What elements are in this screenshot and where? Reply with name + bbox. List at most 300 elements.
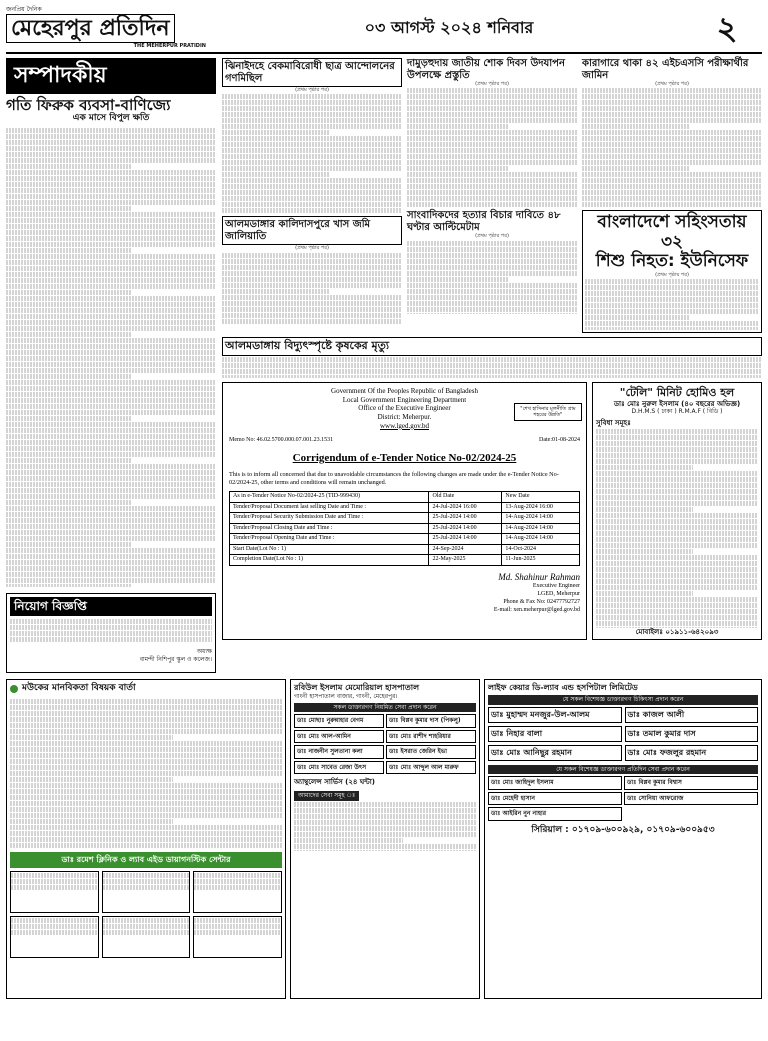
ad-services-body <box>294 801 476 851</box>
masthead-brand-en: THE MEHERPUR PRATIDIN <box>133 43 206 50</box>
text-line <box>582 94 762 99</box>
tender-intro: This is to inform all concerned that due to unavoidable circumstances the following changes are made under the e-Tender Notice No-02/2024-25, other terms and conditions will remain unchanged. <box>229 470 559 486</box>
article-jail <box>582 87 762 207</box>
text-line <box>10 795 282 800</box>
ad-lifecare-small <box>488 776 758 821</box>
text-line <box>6 182 216 187</box>
news-column <box>222 58 762 673</box>
doctor-card: ডাঃ ইসরাত জেরিন ইভা <box>386 745 476 759</box>
headline-journalist: সাংবাদিকদের হত্যার বিচার দাবিতে ৪৮ ঘণ্টার আল্টিমেটাম <box>407 210 561 233</box>
text-line <box>407 88 577 93</box>
text-line <box>6 374 132 379</box>
continued-label: (প্রথম পৃষ্ঠার পর) <box>295 87 329 93</box>
notice-title: নিয়োগ বিজ্ঞপ্তি <box>10 597 212 616</box>
text-line <box>10 831 282 836</box>
text-line <box>222 277 402 282</box>
continued-label: (প্রথম পৃষ্ঠার পর) <box>295 245 329 252</box>
text-line <box>6 260 216 265</box>
tender-cell: 25-Jul-2024 14:00 <box>429 534 502 545</box>
doctor-card: ডাঃ আইরিন নুন নাহার <box>488 807 622 821</box>
text-line <box>6 140 216 145</box>
tender-office: Office of the Executive Engineer <box>358 404 451 413</box>
text-line <box>6 392 216 397</box>
text-line <box>222 202 402 207</box>
ad-rafiqul-title: রবিউল ইসলাম মেমোরিয়াল হাসপাতাল <box>294 683 420 693</box>
text-line <box>407 112 577 117</box>
text-line <box>582 100 762 105</box>
text-line <box>6 542 132 547</box>
tender-cell: 11-Jun-2025 <box>502 555 580 566</box>
tender-row <box>230 544 580 555</box>
text-line <box>10 735 173 740</box>
text-line <box>10 711 282 716</box>
text-line <box>407 253 577 258</box>
text-line <box>407 100 577 105</box>
text-line <box>222 196 402 201</box>
continued-label: (প্রথম পৃষ্ঠার পর) <box>475 233 509 240</box>
tender-date: Date:01-08-2024 <box>539 436 580 443</box>
ad-lifecare-docs <box>488 707 758 761</box>
ad-rafiqul-cta: সকল ডাক্তারগণ নিয়মিত সেবা প্রদান করেন <box>294 703 476 713</box>
text-line <box>6 176 216 181</box>
text-line <box>585 303 759 308</box>
tender-cell: 14-Oct-2024 <box>502 544 580 555</box>
text-line <box>596 489 758 494</box>
text-line <box>6 506 216 511</box>
text-line <box>407 307 577 312</box>
text-line <box>585 291 759 296</box>
text-line <box>596 465 693 470</box>
text-line <box>596 495 758 500</box>
text-line <box>222 136 402 141</box>
ad-raisul-grid <box>10 871 282 958</box>
text-line <box>585 309 759 314</box>
text-line <box>407 94 577 99</box>
text-line <box>582 118 762 123</box>
headline-unicef-1: বাংলাদেশে সহিংসতায় ৩২ <box>597 212 747 252</box>
text-line <box>407 148 577 153</box>
text-line <box>407 184 577 189</box>
headline-unicef-2: শিশু নিহত: ইউনিসেফ <box>595 251 749 272</box>
tender-cell: 14-Aug-2024 14:00 <box>502 513 580 524</box>
tender-sig-org: LGED, Meherpur <box>537 591 580 598</box>
text-line <box>6 350 216 355</box>
continued-label: (প্রথম পৃষ্ঠার পর) <box>655 271 689 278</box>
ad-mouker-title: মউকের মানবিকতা বিষয়ক বার্তা <box>22 683 136 694</box>
doctor-card: ডাঃ নাজনীন সুলতানা কলা <box>294 745 384 759</box>
text-line <box>596 621 758 626</box>
text-line <box>407 166 509 171</box>
text-line <box>596 453 758 458</box>
tender-col-head: As in e-Tender Notice No-02/2024-25 (TID-999430) <box>230 492 429 503</box>
text-line <box>222 289 330 294</box>
ads-row <box>6 679 762 999</box>
text-line <box>6 404 216 409</box>
tender-cell: Completion Date(Lot No : 1) <box>230 555 429 566</box>
text-line <box>222 369 762 374</box>
text-line <box>407 283 577 288</box>
text-line <box>294 814 476 819</box>
text-line <box>6 188 216 193</box>
text-line <box>6 584 132 587</box>
text-line <box>222 253 402 258</box>
text-line <box>6 224 216 229</box>
text-line <box>10 843 282 848</box>
text-line <box>596 441 758 446</box>
text-line <box>582 154 762 159</box>
text-line <box>6 524 216 529</box>
tender-slogan: "শেখ হাসিনার মূলনীতি গ্রাম শহরের উন্নতি" <box>514 403 582 422</box>
text-line <box>582 178 762 183</box>
text-line <box>10 729 282 734</box>
text-line <box>407 160 577 165</box>
text-line <box>6 308 216 313</box>
tender-gov: Government Of the Peoples Republic of Bangladesh <box>331 386 478 395</box>
text-line <box>222 106 402 111</box>
text-line <box>585 327 759 330</box>
tender-cell: 14-Aug-2024 14:00 <box>502 523 580 534</box>
text-line <box>6 296 216 301</box>
doctor-card: ডাঃ বিপ্লব কুমার দাস (পিকলু) <box>386 714 476 728</box>
text-line <box>407 313 577 314</box>
text-line <box>10 819 173 824</box>
text-line <box>407 106 577 111</box>
text-line <box>596 579 758 584</box>
text-line <box>6 290 132 295</box>
text-line <box>6 128 216 133</box>
tender-cell: 22-May-2025 <box>429 555 502 566</box>
tender-cell: 25-Jul-2024 14:00 <box>429 523 502 534</box>
tender-signature <box>229 572 580 615</box>
editorial-column <box>6 58 216 673</box>
editorial-headline: গতি ফিরুক ব্যবসা-বাণিজ্যে <box>6 95 171 114</box>
text-line <box>6 134 216 139</box>
text-line <box>6 164 132 169</box>
text-line <box>6 212 216 217</box>
text-line <box>407 130 577 135</box>
text-line <box>6 248 132 253</box>
notice-org: বামন্দী নিশিপুর স্কুল ও কলেজ। <box>139 655 212 663</box>
text-line <box>596 525 758 530</box>
tender-row <box>230 523 580 534</box>
text-line <box>222 184 402 189</box>
text-line <box>294 808 476 813</box>
text-line <box>407 202 577 207</box>
text-line <box>6 194 216 199</box>
text-line <box>585 321 759 326</box>
text-line <box>582 166 690 171</box>
text-line <box>6 440 216 445</box>
notice-body <box>10 618 212 648</box>
text-line <box>222 154 402 159</box>
doctor-card: ডাঃ মোঃ সাবেত রেজা উৎস <box>294 761 384 775</box>
text-line <box>6 428 216 433</box>
text-line <box>596 561 758 566</box>
text-line <box>6 452 216 457</box>
text-line <box>10 717 282 722</box>
doctor-card: ডাঃ তমাল কুমার দাস <box>625 726 759 742</box>
text-line <box>407 289 577 294</box>
text-line <box>6 356 216 361</box>
text-line <box>6 362 216 367</box>
text-line <box>407 178 577 183</box>
text-line <box>6 344 216 349</box>
text-line <box>596 519 758 524</box>
text-line <box>6 416 132 421</box>
text-line <box>10 807 282 812</box>
text-line <box>6 578 216 583</box>
text-line <box>596 627 758 628</box>
text-line <box>222 295 402 300</box>
text-line <box>222 375 762 378</box>
doctor-card: ডাঃ মোঃ ফজলুর রহমান <box>625 745 759 761</box>
doctor-card: ডাঃ মোছাঃ নুরুন্নাহার বেগম <box>294 714 384 728</box>
text-line <box>6 314 216 319</box>
text-line <box>596 429 758 434</box>
doctor-card: ডাঃ বিপ্লব কুমার বিশ্বাস <box>624 776 758 790</box>
doctor-card: ডাঃ মোঃ আব্দুল আল মারুফ <box>386 761 476 775</box>
text-line <box>6 368 216 373</box>
text-line <box>6 536 216 541</box>
logo-icon <box>10 685 18 693</box>
text-line <box>6 482 216 487</box>
text-line <box>596 507 693 512</box>
text-line <box>222 178 402 183</box>
tender-cell: 24-Sep-2024 <box>429 544 502 555</box>
text-line <box>222 130 330 135</box>
text-line <box>596 477 758 482</box>
text-line <box>596 537 758 542</box>
recruitment-notice <box>6 593 216 673</box>
text-line <box>585 315 689 320</box>
text-line <box>6 548 216 553</box>
text-line <box>222 307 402 312</box>
text-line <box>407 301 577 306</box>
text-line <box>222 357 762 362</box>
homeo-ad <box>592 382 762 641</box>
ad-lifecare <box>484 679 762 999</box>
text-line <box>582 202 762 207</box>
doctor-card: ডাঃ মোঃ আল-আমিন <box>294 730 384 744</box>
text-line <box>596 471 758 476</box>
text-line <box>222 319 402 324</box>
text-line <box>222 190 402 195</box>
tender-cell: 24-Jul-2024 16:00 <box>429 502 502 513</box>
text-line <box>585 279 759 284</box>
homeo-doctor: ডাঃ মোঃ নুরুল ইসলাম (৪০ বছরের অভিজ্ঞ) <box>613 399 741 408</box>
text-line <box>407 154 577 159</box>
text-line <box>6 554 216 559</box>
text-line <box>596 573 758 578</box>
text-line <box>407 247 577 252</box>
text-line <box>222 363 762 368</box>
text-line <box>6 236 216 241</box>
homeo-title: "টেলি" মিনিট হোমিও হল <box>619 385 735 399</box>
text-line <box>407 172 577 177</box>
text-line <box>10 789 282 794</box>
text-line <box>6 494 216 499</box>
text-line <box>6 560 216 565</box>
text-line <box>6 500 132 505</box>
text-line <box>6 206 132 211</box>
text-line <box>222 208 402 213</box>
text-line <box>294 850 476 851</box>
text-line <box>10 771 282 776</box>
text-line <box>222 283 402 288</box>
text-line <box>582 88 762 93</box>
text-line <box>407 277 509 282</box>
text-line <box>582 106 762 111</box>
text-line <box>596 555 758 560</box>
text-line <box>407 295 577 300</box>
text-line <box>6 272 216 277</box>
continued-label: (প্রথম পৃষ্ঠার পর) <box>475 81 509 87</box>
text-line <box>6 254 216 259</box>
text-line <box>6 266 216 271</box>
text-line <box>596 447 758 452</box>
text-line <box>222 118 402 123</box>
text-line <box>582 142 762 147</box>
ad-our-services: আমাদের সেবা সমূহ ঃ <box>294 791 359 801</box>
text-line <box>6 434 216 439</box>
text-line <box>10 741 282 746</box>
text-line <box>6 326 216 331</box>
text-line <box>6 458 132 463</box>
text-line <box>294 802 476 807</box>
tender-row <box>230 534 580 545</box>
notice-sign: অধ্যক্ষ <box>196 648 212 656</box>
headline-jail: কারাগারে থাকা ৪২ এইচএসসি পরীক্ষার্থীর জামিন <box>582 58 749 81</box>
text-line <box>10 777 173 782</box>
text-line <box>6 218 216 223</box>
ad-lifecare-more: যে সকল বিশেষজ্ঞ ডাক্তারগণ প্রতিদিন সেবা প্রদান করেন <box>488 765 758 775</box>
text-line <box>407 241 577 246</box>
text-line <box>582 160 762 165</box>
headline-farmer: আলমডাঙ্গায় বিদ্যুৎস্পৃষ্টে কৃষকের মৃত্যু <box>222 337 762 356</box>
text-line <box>6 230 216 235</box>
content-grid <box>6 58 762 673</box>
homeo-degree: D.H.M.S ( ঢাকা ) R.M.A.F ( বিডি ) <box>631 408 723 416</box>
text-line <box>6 380 216 385</box>
article-unicef <box>585 278 759 330</box>
tender-web[interactable]: www.lged.gov.bd <box>379 421 430 430</box>
text-line <box>10 759 282 764</box>
text-line <box>10 825 282 830</box>
tender-row <box>230 555 580 566</box>
text-line <box>596 585 758 590</box>
text-line <box>6 146 216 151</box>
tender-cell: Tender/Proposal Closing Date and Time : <box>230 523 429 534</box>
tender-dept: Local Government Engineering Department <box>342 395 467 404</box>
unicef-box <box>582 210 762 333</box>
doctor-card: ডাঃ সোনিয়া আফরোজ <box>624 792 758 806</box>
text-line <box>6 320 216 325</box>
ad-mouker-body <box>10 698 282 848</box>
text-line <box>6 152 216 157</box>
text-line <box>222 271 402 276</box>
page-number: ২ <box>716 9 738 47</box>
ad-lifecare-title: লাইফ কেয়ার ডি-ল্যাব এন্ড হসপিটাল লিমিটেড <box>488 683 638 693</box>
tender-title: Corrigendum of e-Tender Notice No-02/2024-25 <box>292 452 517 465</box>
editorial-label: সম্পাদকীয় <box>6 58 216 94</box>
text-line <box>596 567 758 572</box>
text-line <box>596 501 758 506</box>
text-line <box>6 530 216 535</box>
text-line <box>10 753 282 758</box>
article-alamdanga <box>222 252 402 324</box>
text-line <box>596 435 758 440</box>
article-journalist <box>407 240 577 314</box>
doctor-card: ডাঃ নিহার বালা <box>488 726 622 742</box>
article-daudpur <box>407 87 577 207</box>
text-line <box>596 603 758 608</box>
ad-mouker <box>6 679 286 999</box>
text-line <box>407 259 577 264</box>
tender-cell: 14-Aug-2024 14:00 <box>502 534 580 545</box>
text-line <box>294 820 476 825</box>
text-line <box>6 566 216 571</box>
tender-cell: Tender/Proposal Opening Date and Time : <box>230 534 429 545</box>
text-line <box>10 705 282 710</box>
text-line <box>582 148 762 153</box>
ad-rafiqul-docs <box>294 714 476 774</box>
text-line <box>222 160 402 165</box>
doctor-card: ডাঃ মোঃ আনিছুর রহমান <box>488 745 622 761</box>
text-line <box>6 398 216 403</box>
tender-row <box>230 513 580 524</box>
text-line <box>222 166 402 171</box>
text-line <box>582 184 762 189</box>
text-line <box>6 242 216 247</box>
tender-row <box>230 502 580 513</box>
tender-notice <box>222 382 587 641</box>
text-line <box>10 765 282 770</box>
text-line <box>596 459 758 464</box>
ad-rafiqul-addr: গাংনী হাসপাতাল বাজার, গাংনী, মেহেরপুর। <box>294 693 398 701</box>
tender-cell: Start Date(Lot No : 1) <box>230 544 429 555</box>
text-line <box>596 543 758 548</box>
text-line <box>294 844 476 849</box>
ad-ambulance: অ্যাম্বুলেন্স সার্ভিস (২৪ ঘন্টা) <box>294 778 375 787</box>
text-line <box>6 302 216 307</box>
article-jhenaidah <box>222 93 402 213</box>
text-line <box>294 832 476 837</box>
text-line <box>582 136 762 141</box>
tender-sig-email: E-mail: xen.meherpur@lged.gov.bd <box>493 606 580 613</box>
tender-sig-phone: Phone & Fax No: 02477792727 <box>503 599 580 606</box>
tender-sig-name: Md. Shahinur Rahman <box>498 571 580 582</box>
text-line <box>294 826 476 831</box>
headline-jhenaidah: ঝিনাইদহে বেকমাবিরোধী ছাত্র আন্দোলনের গণমিছিল <box>222 58 402 87</box>
ad-serial: সিরিয়াল : ০১৭০৯-৬০০৯২৯, ০১৭০৯-৬০০৯৫৩ <box>531 824 715 835</box>
text-line <box>222 94 402 99</box>
text-line <box>6 572 216 577</box>
headline-alamdanga: আলমডাঙ্গার কালিদাসপুরে খাস জমি জালিয়াতি <box>222 216 402 245</box>
tender-cell: Tender/Proposal Security Submission Date and Time : <box>230 513 429 524</box>
text-line <box>222 301 402 306</box>
text-line <box>6 158 216 163</box>
text-line <box>6 410 216 415</box>
ad-lifecare-cta: যে সকল বিশেষজ্ঞ ডাক্তারগণ চিকিৎসা প্রদান করেন <box>488 695 758 705</box>
text-line <box>582 196 762 201</box>
doctor-card: ডাঃ কাজল আলী <box>625 707 759 723</box>
text-line <box>6 284 216 289</box>
homeo-body <box>596 428 758 628</box>
text-line <box>407 265 577 270</box>
text-line <box>407 124 509 129</box>
text-line <box>407 196 577 201</box>
text-line <box>10 723 282 728</box>
